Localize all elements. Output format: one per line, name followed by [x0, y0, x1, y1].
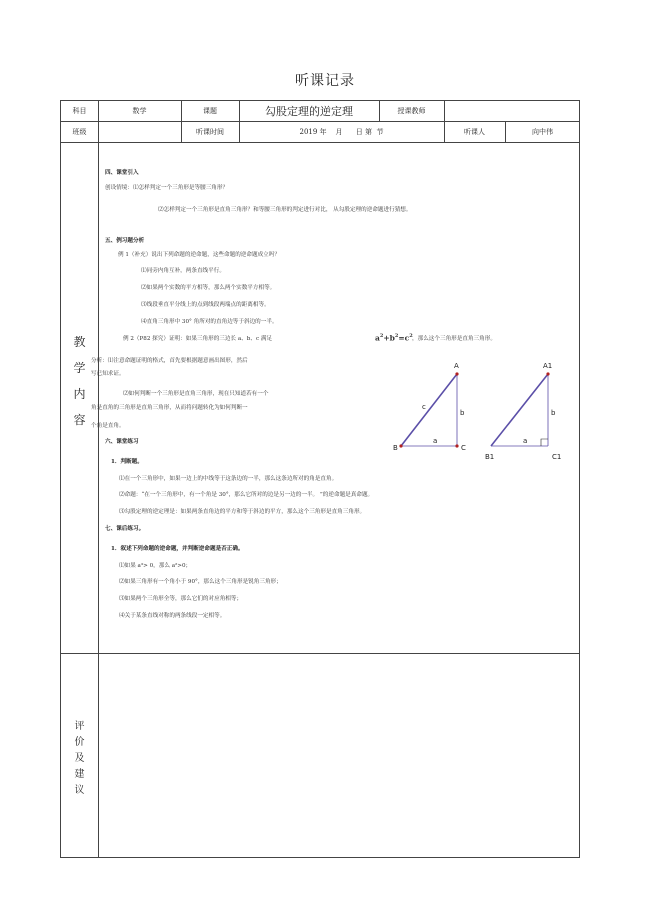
content-line: 1．叙述下列命题的逆命题，并判断逆命题是否正确。: [111, 546, 244, 552]
side-char: 价: [74, 737, 85, 748]
label-b-vertex: B: [393, 444, 398, 452]
content-line: 写已知求证。: [91, 371, 125, 377]
content-line: ⑵如果两个实数的平方相等，那么两个实数平方相等。: [141, 285, 276, 291]
col-divider: [98, 142, 99, 858]
listener-value: 向中伟: [532, 127, 553, 136]
label-c-vertex: C: [461, 444, 466, 452]
side-c1: [491, 374, 548, 446]
content-line: ⑵如果三角形有一个角小于 90°，那么这个三角形是锐角三角形；: [119, 579, 282, 585]
record-table: [60, 100, 580, 858]
point-c: [455, 444, 458, 447]
content-line: ，那么这个三角形是直角三角形。: [412, 336, 496, 342]
class-label: 班级: [72, 127, 87, 136]
content-line: ⑴同旁内角互补，两条直线平行。: [141, 268, 225, 274]
label-side-c: c: [422, 403, 426, 411]
subject-value: 数学: [132, 107, 147, 115]
point-a: [455, 372, 458, 375]
side-c: [401, 374, 457, 446]
evaluation-label: [61, 709, 98, 809]
content-line: 个角是直角。: [91, 423, 125, 429]
topic-value: 勾股定理的逆定理: [265, 105, 353, 118]
label-a-vertex: A: [454, 362, 459, 370]
point-b: [399, 444, 402, 447]
content-line: ⑶勾股定理的逆定理是：如果两条直角边的平方和等于斜边的平方，那么这个三角形是直角三角形。: [119, 509, 366, 515]
label-a1-vertex: A1: [543, 362, 553, 370]
side-char: 教: [73, 335, 86, 349]
right-triangle-figures: [391, 359, 581, 469]
time-value: 2019 年 月 日 第 节: [299, 127, 384, 136]
side-char: 内: [73, 387, 86, 401]
content-line: ⑷关于某条直线对称的两条线段一定相等。: [119, 613, 226, 619]
label-side-b1: b: [551, 409, 556, 417]
content-line: ⑷直角三角形中 30° 角所对的直角边等于斜边的一半。: [141, 319, 278, 325]
content-line: 创设情境：⑴怎样判定一个三角形是等腰三角形？: [105, 185, 229, 191]
side-char: 评: [74, 721, 85, 732]
topic-label: 课题: [203, 107, 217, 115]
side-char: 建: [74, 769, 85, 780]
row-divider: [61, 142, 579, 143]
content-line: ⑶线段垂直平分线上的点到线段两端点的距离相等。: [141, 302, 270, 308]
content-line: 角是直角的三角形是直角三角形，从而将问题转化为如何判断一: [91, 405, 248, 411]
teacher-label: 授课教师: [397, 107, 426, 115]
content-line: 1．判断题。: [111, 459, 143, 465]
content-line: ⑴如果 a³> 0，那么 a²>0；: [119, 563, 192, 569]
content-line: ⑵命题：“在一个三角形中，有一个角是 30°，那么它所对的边是另一边的一半。 ”的逆命题是真命题。: [119, 492, 374, 498]
section-intro-title: 四、课堂引入: [105, 170, 139, 176]
point-a1: [546, 372, 549, 375]
content-line: 分析：⑴注意命题证明的格式，首先要根据题意画出图形，然后: [91, 358, 248, 364]
label-c1-vertex: C1: [552, 453, 562, 461]
label-side-b: b: [460, 409, 465, 417]
section-examples-title: 五、例习题分析: [105, 238, 145, 244]
listener-label: 听课人: [464, 127, 485, 136]
right-angle-mark: [541, 439, 548, 446]
label-b1-vertex: B1: [485, 453, 495, 461]
pythagorean-formula: $a^2+b^2=c^2$: [375, 333, 413, 343]
page-title: 听课记录: [295, 73, 355, 89]
side-char: 容: [73, 413, 86, 427]
content-line: ⑵如何判断一个三角形是直角三角形，现在只知道若有一个: [123, 391, 269, 397]
section-homework-title: 七、课后练习。: [105, 526, 145, 532]
label-side-a1: a: [523, 437, 528, 445]
content-line: ⑵怎样判定一个三角形是直角三角形？和等腰三角形的判定进行对比， 从勾股定理的逆命题进行猜想。: [158, 207, 412, 213]
triangle-abc: [393, 362, 466, 452]
content-line: ⑴在一个三角形中，如果一边上的中线等于这条边的一半，那么这条边所对的角是直角。: [119, 476, 338, 482]
time-label: 听课时间: [196, 127, 224, 136]
section-practice-title: 六、课堂练习: [105, 439, 139, 445]
content-line: 例 1（补充）说出下列命题的逆命题，这些命题的逆命题成立吗？: [118, 252, 280, 258]
teacher-value: [444, 101, 580, 121]
side-char: 及: [74, 753, 85, 764]
triangle-a1b1c1: [485, 362, 561, 461]
class-value: [98, 121, 181, 142]
content-line: 例 2（P82 探究）证明：如果三角形的三边长 a、b、c 满足: [123, 336, 273, 342]
content-line: ⑶如果两个三角形全等，那么它们的对应角相等；: [119, 596, 243, 602]
side-char: 学: [73, 361, 86, 375]
side-char: 议: [74, 785, 85, 796]
label-side-a: a: [433, 437, 438, 445]
row-divider: [61, 653, 579, 654]
subject-label: 科目: [72, 107, 87, 115]
